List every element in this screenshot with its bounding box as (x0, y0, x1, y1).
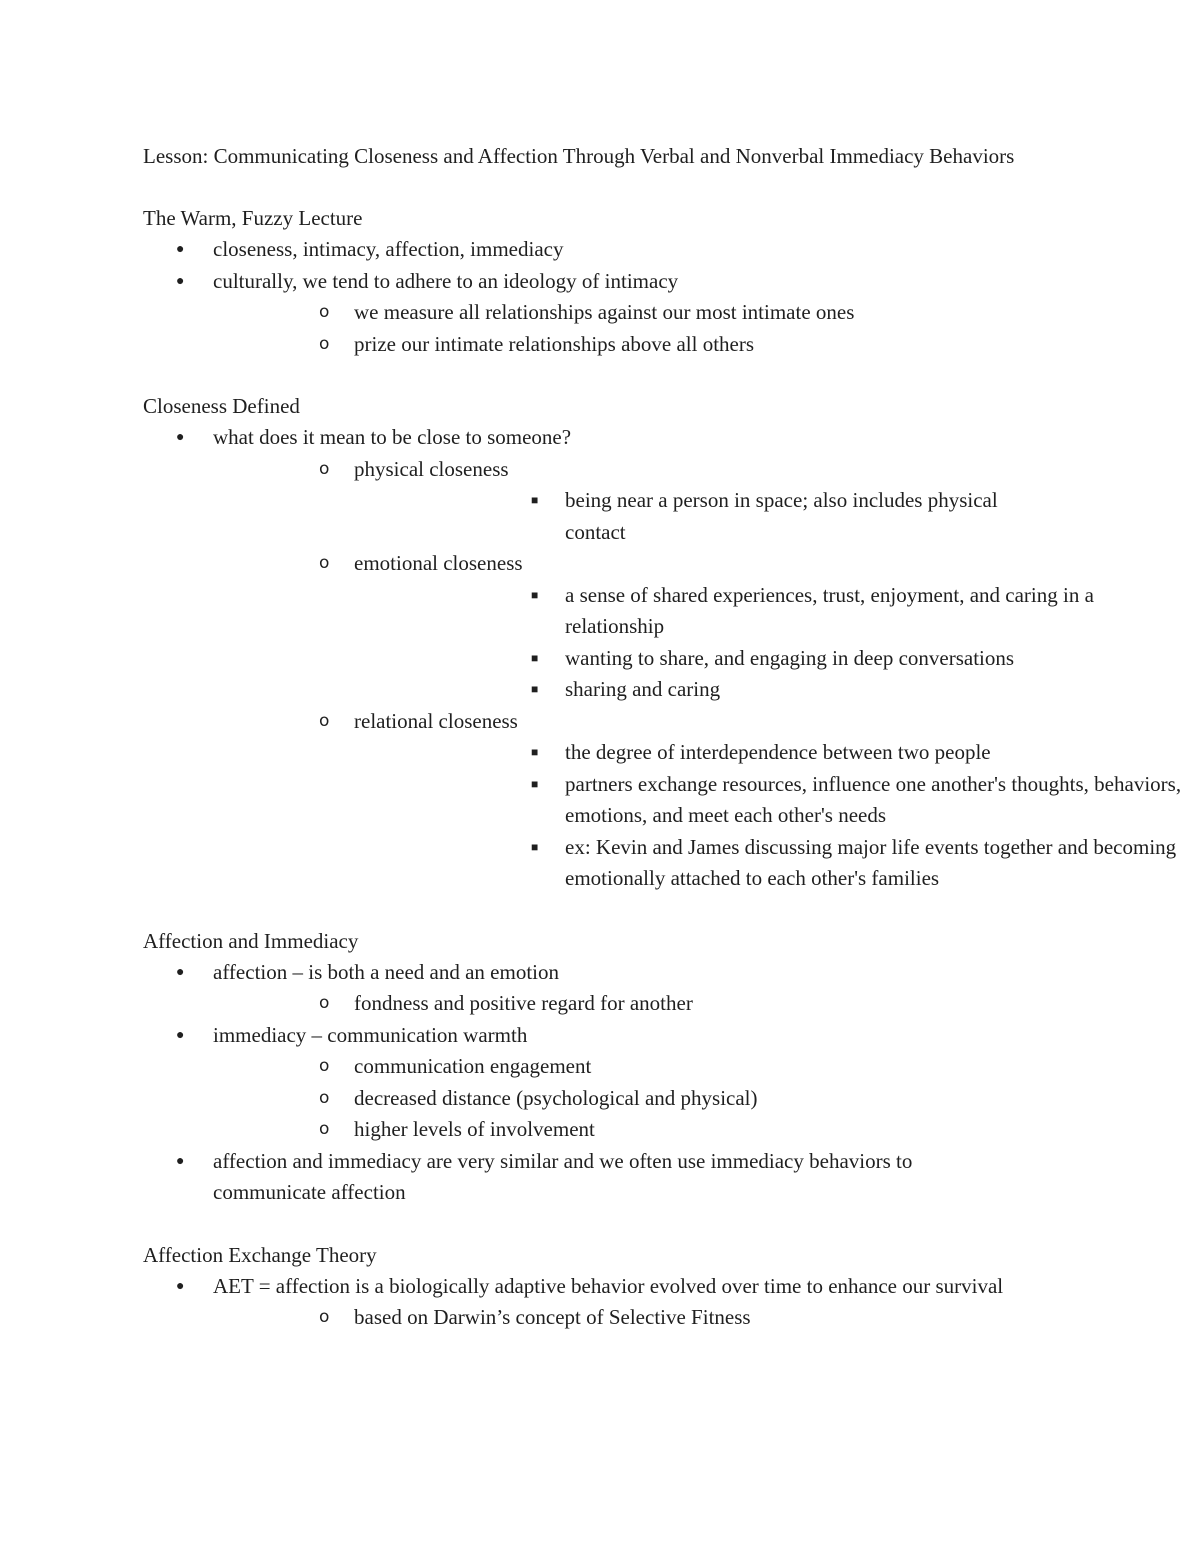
list-item (354, 832, 1177, 895)
list-item-text: prize our intimate relationships above all others (354, 331, 755, 356)
bullet-marker: o (319, 1087, 330, 1108)
list-item-text: sharing and caring (565, 677, 721, 701)
sub-bullet-list (213, 1302, 1043, 1334)
list-item (213, 329, 1043, 361)
list-item (213, 706, 1182, 895)
list-item (213, 1051, 1043, 1083)
section-closeness-defined (143, 391, 1182, 895)
sub-bullet-list (213, 988, 1043, 1020)
list-item-text: we measure all relationships against our most intimate ones (354, 300, 855, 324)
bullet-list (143, 234, 1043, 360)
list-item (143, 1271, 1043, 1334)
list-item-text: immediacy – communication warmth (213, 1022, 528, 1047)
bullet-list (143, 1271, 1043, 1334)
list-item-text: partners exchange resources, influence one another's thoughts, behaviors, emotions, and meet each other's needs (565, 771, 1182, 827)
list-item-text: affection – is both a need and an emotion (213, 959, 560, 984)
list-item (354, 643, 1043, 675)
list-item-text: communication engagement (354, 1054, 592, 1078)
document-page (143, 141, 1182, 1334)
section-affection-exchange-theory (143, 1240, 1043, 1334)
bullet-list (143, 957, 1043, 1209)
list-item-text: emotional closeness (354, 551, 523, 575)
bullet-marker: ■ (531, 650, 539, 665)
bullet-marker: o (319, 553, 330, 573)
list-item-text: closeness, intimacy, affection, immediacy (213, 237, 564, 261)
list-item-text: wanting to share, and engaging in deep conversations (565, 645, 1015, 670)
bullet-marker: o (319, 333, 330, 354)
list-item-text: relational closeness (354, 708, 518, 733)
bullet-marker: ■ (531, 682, 539, 696)
list-item (354, 580, 1094, 643)
bullet-marker: ■ (531, 839, 539, 854)
list-item-text: being near a person in space; also includes physical contact (565, 488, 998, 544)
lesson-title: Lesson: Communicating Closeness and Affection Through Verbal and Nonverbal Immediacy Behaviors (143, 144, 1015, 168)
sub-sub-bullet-list (354, 485, 1043, 548)
list-item (354, 485, 1043, 548)
sub-bullet-list (213, 1051, 1043, 1146)
list-item (213, 1114, 1043, 1146)
sub-bullet-list (213, 454, 1182, 895)
list-item (213, 454, 1043, 549)
bullet-marker: ■ (531, 587, 539, 602)
bullet-marker: o (319, 458, 330, 479)
list-item-text: based on Darwin’s concept of Selective Fitness (354, 1305, 751, 1329)
list-item (354, 769, 1182, 832)
list-item (354, 674, 1043, 706)
bullet-marker: ● (176, 242, 185, 257)
list-item-text: ex: Kevin and James discussing major life events together and becoming emotionally attached to each other's families (565, 834, 1177, 890)
section-heading: Closeness Defined (143, 394, 300, 418)
bullet-marker: ● (176, 430, 185, 445)
bullet-marker: o (319, 1307, 330, 1327)
list-item (354, 737, 1043, 769)
bullet-marker: o (319, 710, 330, 731)
list-item (143, 1146, 1043, 1209)
list-item (143, 1020, 1043, 1146)
list-item (213, 1083, 1043, 1115)
bullet-marker: ● (176, 273, 185, 289)
list-item-text: affection and immediacy are very similar and we often use immediacy behaviors to communicate affection (213, 1148, 913, 1204)
list-item (213, 988, 1043, 1020)
bullet-marker: ■ (531, 745, 539, 759)
sub-bullet-list (213, 297, 1043, 360)
bullet-marker: o (319, 1119, 330, 1139)
list-item-text: physical closeness (354, 456, 509, 481)
section-heading: The Warm, Fuzzy Lecture (143, 206, 363, 230)
list-item-text: AET = affection is a biologically adaptive behavior evolved over time to enhance our survival (213, 1273, 1004, 1298)
list-item-text: the degree of interdependence between two people (565, 740, 991, 764)
list-item (213, 548, 1094, 706)
sub-sub-bullet-list (354, 737, 1182, 895)
bullet-marker: o (319, 302, 330, 322)
list-item (213, 1302, 1043, 1334)
section-heading: Affection Exchange Theory (143, 1242, 377, 1267)
list-item-text: what does it mean to be close to someone? (213, 425, 572, 449)
bullet-marker: o (319, 993, 330, 1013)
list-item-text: culturally, we tend to adhere to an ideology of intimacy (213, 268, 679, 293)
bullet-marker: ● (176, 1153, 185, 1169)
bullet-marker: ■ (531, 776, 539, 791)
section-heading: Affection and Immediacy (143, 928, 359, 953)
list-item-text: decreased distance (psychological and physical) (354, 1085, 758, 1110)
list-item (143, 422, 1182, 895)
bullet-marker: ● (176, 1278, 185, 1294)
list-item-text: fondness and positive regard for another (354, 991, 693, 1015)
list-item-text: higher levels of involvement (354, 1117, 595, 1141)
sub-sub-bullet-list (354, 580, 1094, 706)
section-warm-fuzzy-lecture (143, 203, 1043, 360)
bullet-marker: ● (176, 1027, 185, 1043)
bullet-marker: o (319, 1056, 330, 1076)
list-item-text: a sense of shared experiences, trust, enjoyment, and caring in a relationship (565, 582, 1094, 638)
bullet-marker: ■ (531, 493, 539, 507)
bullet-list (143, 422, 1182, 895)
list-item (213, 297, 1043, 329)
list-item (143, 234, 1043, 266)
list-item (143, 266, 1043, 361)
section-affection-immediacy (143, 926, 1043, 1209)
list-item (143, 957, 1043, 1020)
bullet-marker: ● (176, 964, 185, 980)
